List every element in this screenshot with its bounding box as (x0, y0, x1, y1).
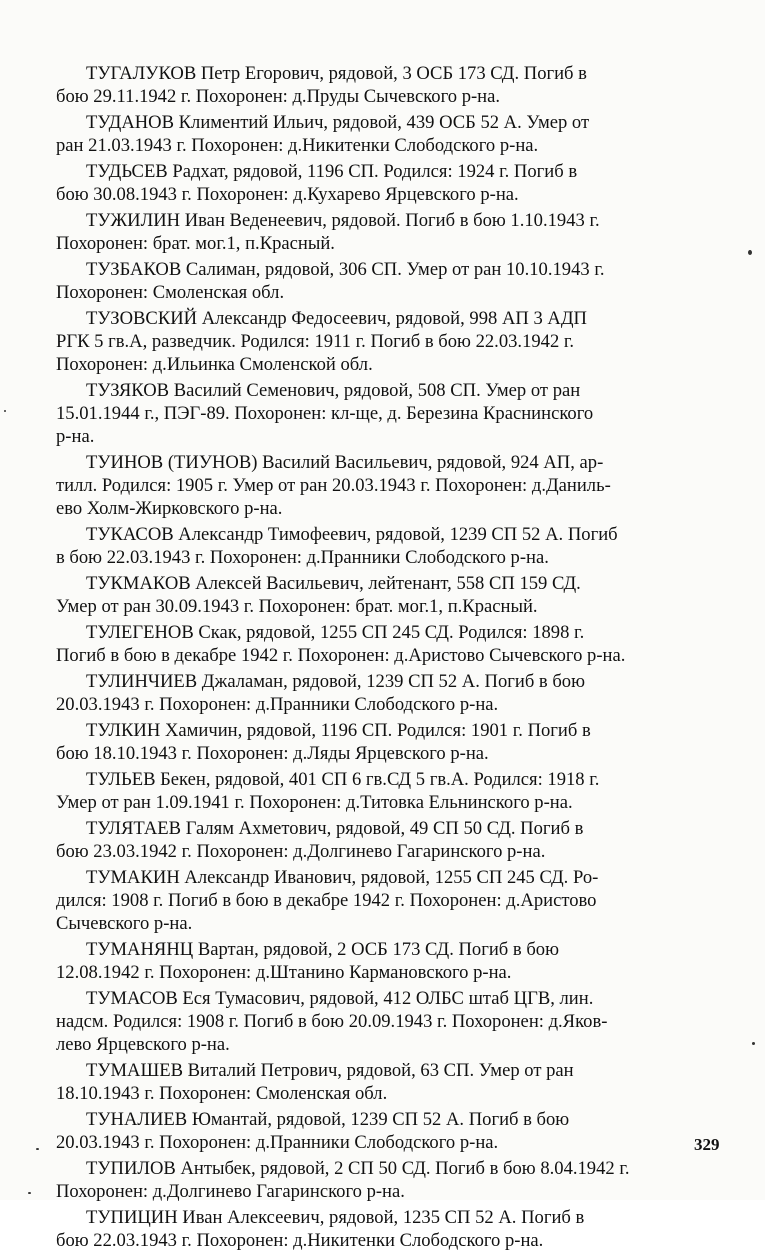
entry-line: ТУЛЯТАЕВ Галям Ахметович, рядовой, 49 СП 50 СД. Погиб в (86, 818, 584, 839)
list-item (56, 379, 726, 448)
memorial-list (56, 62, 726, 1255)
list-item (56, 621, 726, 667)
page-number: 329 (694, 1135, 720, 1154)
entry-line: ТУДАНОВ Климентий Ильич, рядовой, 439 ОСБ 52 А. Умер от (86, 112, 590, 133)
list-item (56, 938, 726, 984)
list-item (56, 719, 726, 765)
entry-line: ТУГАЛУКОВ Петр Егорович, рядовой, 3 ОСБ 173 СД. Погиб в (86, 63, 587, 84)
list-item (56, 209, 726, 255)
list-item (56, 62, 726, 108)
entry-line: Похоронен: д.Ильинка Смоленской обл. (56, 354, 373, 375)
list-item (56, 768, 726, 814)
entry-line: в бою 22.03.1943 г. Похоронен: д.Пранники Слободского р-на. (56, 547, 549, 568)
entry-line: Погиб в бою в декабре 1942 г. Похоронен: д.Аристово Сычевского р-на. (56, 645, 626, 666)
list-item (56, 258, 726, 304)
entry-line: ТУЖИЛИН Иван Веденеевич, рядовой. Погиб в бою 1.10.1943 г. (86, 210, 600, 231)
entry-line: ТУЗБАКОВ Салиман, рядовой, 306 СП. Умер от ран 10.10.1943 г. (86, 259, 605, 280)
entry-line: ево Холм-Жирковского р-на. (56, 498, 283, 519)
entry-line: ТУЛЕГЕНОВ Скак, рядовой, 1255 СП 245 СД. Родился: 1898 г. (86, 622, 585, 643)
entry-line: ТУЗЯКОВ Василий Семенович, рядовой, 508 СП. Умер от ран (86, 380, 581, 401)
list-item (56, 1157, 726, 1203)
entry-line: 15.01.1944 г., ПЭГ-89. Похоронен: кл-ще, д. Березина Краснинского (56, 403, 594, 424)
entry-line: 20.03.1943 г. Похоронен: д.Пранники Слободского р-на. (56, 1132, 499, 1153)
entry-line: ТУМАКИН Александр Иванович, рядовой, 1255 СП 245 СД. Ро- (86, 867, 599, 888)
entry-line: Умер от ран 1.09.1941 г. Похоронен: д.Титовка Ельнинского р-на. (56, 792, 573, 813)
list-item (56, 523, 726, 569)
entry-line: ТУЛКИН Хамичин, рядовой, 1196 СП. Родился: 1901 г. Погиб в (86, 720, 591, 741)
list-item (56, 670, 726, 716)
entry-line: Похоронен: д.Долгинево Гагаринского р-на. (56, 1181, 405, 1202)
entry-line: лево Ярцевского р-на. (56, 1034, 230, 1055)
entry-line: ТУЛЬЕВ Бекен, рядовой, 401 СП 6 гв.СД 5 гв.А. Родился: 1918 г. (86, 769, 600, 790)
entry-line: дился: 1908 г. Погиб в бою в декабре 1942 г. Похоронен: д.Аристово (56, 890, 597, 911)
entry-line: ТУИНОВ (ТИУНОВ) Василий Васильевич, рядовой, 924 АП, ар- (86, 452, 604, 473)
scan-speck (752, 1042, 755, 1045)
entry-line: бою 30.08.1943 г. Похоронен: д.Кухарево Ярцевского р-на. (56, 184, 519, 205)
entry-line: ТУМАСОВ Еся Тумасович, рядовой, 412 ОЛБС штаб ЦГВ, лин. (86, 988, 594, 1009)
entry-line: ТУЗОВСКИЙ Александр Федосеевич, рядовой, 998 АП 3 АДП (86, 308, 587, 329)
entry-line: ТУПИЛОВ Антыбек, рядовой, 2 СП 50 СД. Погиб в бою 8.04.1942 г. (86, 1158, 630, 1179)
entry-line: ТУМАШЕВ Виталий Петрович, рядовой, 63 СП. Умер от ран (86, 1060, 574, 1081)
entry-line: бою 22.03.1943 г. Похоронен: д.Никитенки Слободского р-на. (56, 1230, 544, 1251)
list-item (56, 451, 726, 520)
list-item (56, 160, 726, 206)
entry-line: ТУДЬСЕВ Радхат, рядовой, 1196 СП. Родился: 1924 г. Погиб в (86, 161, 578, 182)
entry-line: 20.03.1943 г. Похоронен: д.Пранники Слободского р-на. (56, 694, 499, 715)
entry-line: ТУКАСОВ Александр Тимофеевич, рядовой, 1239 СП 52 А. Погиб (86, 524, 618, 545)
scan-speck (28, 1192, 31, 1194)
list-item (56, 987, 726, 1056)
list-item (56, 866, 726, 935)
scan-speck (4, 410, 6, 412)
entry-line: Умер от ран 30.09.1943 г. Похоронен: брат. мог.1, п.Красный. (56, 596, 538, 617)
entry-line: 12.08.1942 г. Похоронен: д.Штанино Кармановского р-на. (56, 962, 512, 983)
list-item (56, 572, 726, 618)
list-item (56, 817, 726, 863)
entry-line: Похоронен: Смоленская обл. (56, 282, 285, 303)
entry-line: РГК 5 гв.А, разведчик. Родился: 1911 г. Погиб в бою 22.03.1942 г. (56, 331, 575, 352)
entry-line: бою 18.10.1943 г. Похоронен: д.Ляды Ярцевского р-на. (56, 743, 489, 764)
list-item (56, 1206, 726, 1252)
list-item (56, 307, 726, 376)
entry-line: ТУНАЛИЕВ Юмантай, рядовой, 1239 СП 52 А. Погиб в бою (86, 1109, 570, 1130)
entry-line: бою 29.11.1942 г. Похоронен: д.Пруды Сычевского р-на. (56, 86, 501, 107)
entry-line: 18.10.1943 г. Похоронен: Смоленская обл. (56, 1083, 388, 1104)
entry-line: ТУЛИНЧИЕВ Джаламан, рядовой, 1239 СП 52 А. Погиб в бою (86, 671, 585, 692)
scan-speck (36, 1148, 39, 1150)
entry-line: Сычевского р-на. (56, 913, 193, 934)
scan-speck (748, 250, 752, 255)
entry-line: р-на. (56, 426, 95, 447)
entry-line: бою 23.03.1942 г. Похоронен: д.Долгинево Гагаринского р-на. (56, 841, 546, 862)
entry-line: ТУКМАКОВ Алексей Васильевич, лейтенант, 558 СП 159 СД. (86, 573, 581, 594)
entry-line: надсм. Родился: 1908 г. Погиб в бою 20.09.1943 г. Похоронен: д.Яков- (56, 1011, 608, 1032)
list-item (56, 111, 726, 157)
entry-line: ТУМАНЯНЦ Вартан, рядовой, 2 ОСБ 173 СД. Погиб в бою (86, 939, 559, 960)
entry-line: тилл. Родился: 1905 г. Умер от ран 20.03.1943 г. Похоронен: д.Даниль- (56, 475, 611, 496)
entry-line: ран 21.03.1943 г. Похоронен: д.Никитенки Слободского р-на. (56, 135, 539, 156)
list-item (56, 1059, 726, 1105)
list-item (56, 1108, 726, 1154)
entry-line: Похоронен: брат. мог.1, п.Красный. (56, 233, 335, 254)
entry-line: ТУПИЦИН Иван Алексеевич, рядовой, 1235 СП 52 А. Погиб в (86, 1207, 585, 1228)
